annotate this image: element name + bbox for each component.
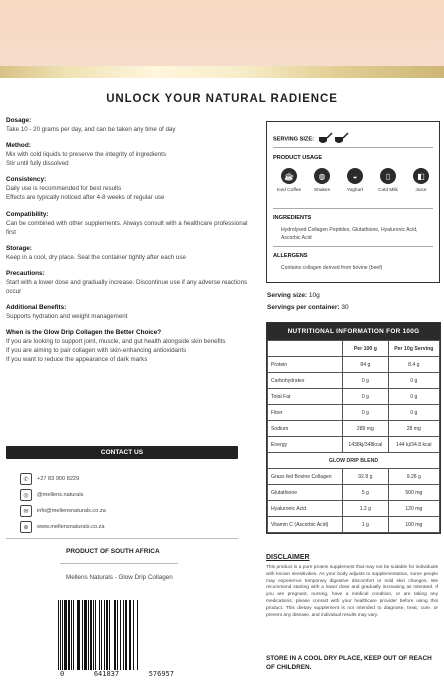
table-cell: Glutathione [268, 485, 343, 501]
section-title: Compatibility: [6, 210, 49, 218]
table-cell: Vitamin C (Ascorbic Acid) [268, 517, 343, 533]
table-cell: 28 mg [388, 421, 439, 437]
barcode-left: 641837 [93, 670, 120, 678]
ingredients-title: INGREDIENTS [273, 215, 312, 221]
usage-instructions [6, 116, 258, 372]
table-cell: Per 100 g [343, 341, 389, 357]
table-cell: 9.28 g [388, 469, 439, 485]
contact-item[interactable] [20, 489, 83, 501]
table-cell: 8.4 g [388, 357, 439, 373]
table-cell: 0 g [343, 373, 389, 389]
section-7 [6, 328, 258, 364]
section-title: Dosage: [6, 117, 32, 124]
section-title: Consistency: [6, 176, 47, 184]
usage-item [310, 168, 334, 193]
table-cell: 84 g [343, 357, 389, 373]
usage-item [409, 168, 433, 193]
table-cell: 500 mg [388, 485, 439, 501]
table-cell: 120 mg [388, 501, 439, 517]
section-title: When is the Glow Drip Collagen the Better Choice? [6, 329, 162, 337]
table-header-row [268, 341, 440, 357]
barcode [58, 600, 176, 682]
barcode-right: 576957 [148, 670, 174, 678]
section-3 [6, 210, 258, 237]
table-cell: Hyaluronic Acid [268, 501, 343, 517]
section-line: Stir until fully dissolved [6, 160, 69, 168]
section-2 [6, 175, 258, 202]
table-cell: 100 mg [388, 517, 439, 533]
allergens-title: ALLERGENS [273, 253, 308, 259]
table-cell: GLOW DRIP BLEND [268, 453, 440, 469]
serving-size-label: SERVING SIZE: [273, 132, 350, 146]
table-cell: 1.2 g [343, 501, 389, 517]
product-origin: PRODUCT OF SOUTH AFRICA [66, 548, 160, 555]
barcode-bars [58, 600, 176, 670]
section-line: Supports hydration and weight management [6, 313, 128, 321]
table-cell: 289 mg [343, 421, 389, 437]
divider [6, 538, 238, 539]
top-color-band [0, 0, 444, 66]
table-cell: 5 g [343, 485, 389, 501]
disclaimer-title: DISCLAIMER [266, 554, 310, 561]
table-cell [268, 341, 343, 357]
usage-item [343, 168, 367, 193]
usage-label: Shakes [314, 188, 330, 193]
table-row [268, 469, 440, 485]
contact-text: info@mellensnaturals.co.za [37, 508, 106, 514]
gold-foil-strip [0, 66, 444, 78]
divider [60, 563, 178, 564]
section-1 [6, 141, 258, 168]
contact-title: CONTACT US [6, 446, 238, 459]
contact-text: www.mellensnaturals.co.za [37, 524, 105, 530]
barcode-lead: 0 [60, 670, 65, 678]
usage-label: Iced Coffee [276, 188, 302, 193]
contact-item[interactable] [20, 521, 104, 533]
section-line: If you are aiming to pair collagen with skin-enhancing antioxidants [6, 347, 187, 355]
blend-header-row [268, 453, 440, 469]
contact-text: @mellens.naturals [37, 492, 84, 498]
section-line: Keep in a cool, dry place. Seal the container tightly after each use [6, 253, 186, 261]
table-cell: Grass fed Bovine Collagen [268, 469, 343, 485]
table-cell: 0 g [343, 389, 389, 405]
section-line: If you are looking to support joint, muscle, and gut health alongside skin benefits [6, 338, 226, 346]
servings-per-container: Servings per container: 30 [267, 304, 349, 311]
table-row [268, 373, 440, 389]
info-panel [266, 121, 440, 283]
table-row [268, 437, 440, 453]
headline: UNLOCK YOUR NATURAL RADIENCE [106, 93, 338, 105]
section-5 [6, 269, 258, 296]
email-icon: ✉ [20, 505, 32, 517]
section-line: If you want to reduce the appearance of dark marks [6, 356, 148, 364]
usage-label: Juice [415, 188, 427, 193]
serving-size: Serving size: 10g [267, 292, 320, 299]
barcode-bar [138, 600, 139, 670]
milk-icon: ▯ [380, 168, 396, 184]
divider [273, 147, 433, 148]
section-line: Start with a lower dose and gradually increase. Discontinue use if any adverse reactions occur [6, 278, 248, 295]
shake-icon: ◍ [314, 168, 330, 184]
table-cell: Protein [268, 357, 343, 373]
table-cell: Fiber [268, 405, 343, 421]
nutrition-title: NUTRITIONAL INFORMATION FOR 100G [267, 323, 440, 340]
juice-icon: ◧ [413, 168, 429, 184]
table-cell: 0 g [343, 405, 389, 421]
table-cell: 1 g [343, 517, 389, 533]
barcode-digits [58, 670, 176, 678]
contact-text: +27 83 900 8229 [37, 476, 80, 482]
table-row [268, 389, 440, 405]
usage-item [376, 168, 400, 193]
table-cell: 144 kj/34.8 kcal [388, 437, 439, 453]
table-cell: 1438kj/348kcal [343, 437, 389, 453]
section-title: Storage: [6, 244, 32, 252]
table-row [268, 421, 440, 437]
table-cell: Sodium [268, 421, 343, 437]
allergens-text: Contains collagen derived from bovine (beef) [281, 265, 383, 271]
table-cell: 0 g [388, 373, 439, 389]
section-line: Mix with cold liquids to preserve the integrity of ingredients [6, 151, 166, 159]
usage-label: Cold Milk [378, 188, 398, 193]
table-cell: Energy [268, 437, 343, 453]
ingredients-text: Hydrolysed Collagen Peptides, Glutathione, Hyaluronic Acid, Ascorbic Acid [281, 227, 418, 241]
table-row [268, 517, 440, 533]
usage-item [277, 168, 301, 193]
divider [273, 246, 433, 247]
disclaimer-text: This product is a pure protein supplement that may not be suitable for individuals with known sensitivities. As your body adjusts to supplementation, some people may experience temporary digestive discomfort or mild skin changes. We recommend starting with a lower dose and gradually increasing as tolerated. If you are pregnant, nursing, have a medical condition, or are taking any medications, please consult with your healthcare provider before using this product. This dietary supplement is not intended to diagnose, treat, cure, or prevent any disease, and individual results may vary. [266, 565, 438, 618]
table-cell: Per 10g Serving [388, 341, 439, 357]
table-cell: 0 g [388, 389, 439, 405]
phone-icon: ✆ [20, 473, 32, 485]
scoop-icon [316, 132, 350, 146]
section-line: Effects are typically noticed after 4-8 weeks of regular use [6, 194, 165, 202]
table-row [268, 485, 440, 501]
section-line: Can be combined with other supplements. Always consult with a healthcare professional first [6, 219, 248, 236]
section-4 [6, 244, 258, 262]
table-cell: 0 g [388, 405, 439, 421]
table-row [268, 357, 440, 373]
section-line: Daily use is recommended for best results [6, 185, 122, 193]
brand-line: Mellens Naturals - Glow Drip Collagen [66, 574, 173, 581]
table-row [268, 501, 440, 517]
coffee-icon: ☕ [281, 168, 297, 184]
table-cell: 92.8 g [343, 469, 389, 485]
instagram-icon: ◎ [20, 489, 32, 501]
section-line: Take 10 - 20 grams per day, and can be taken any time of day [6, 126, 176, 133]
usage-label: Yoghurt [346, 188, 364, 193]
table-cell: Total Fat [268, 389, 343, 405]
divider [273, 208, 433, 209]
table-cell: Carbohydrates [268, 373, 343, 389]
section-6 [6, 303, 258, 321]
globe-icon: ⊕ [20, 521, 32, 533]
section-title: Method: [6, 142, 31, 150]
yoghurt-icon: ◒ [347, 168, 363, 184]
contact-item[interactable] [20, 473, 79, 485]
contact-item[interactable] [20, 505, 106, 517]
nutrition-table [266, 322, 441, 534]
product-usage-title: PRODUCT USAGE [273, 155, 323, 161]
section-title: Additional Benefits: [6, 304, 67, 312]
product-usage-list [277, 168, 433, 193]
section-title: Precautions: [6, 269, 45, 277]
table-row [268, 405, 440, 421]
storage-note: STORE IN A COOL DRY PLACE, KEEP OUT OF REACH OF CHILDREN. [266, 655, 432, 671]
section-0 [6, 116, 258, 134]
